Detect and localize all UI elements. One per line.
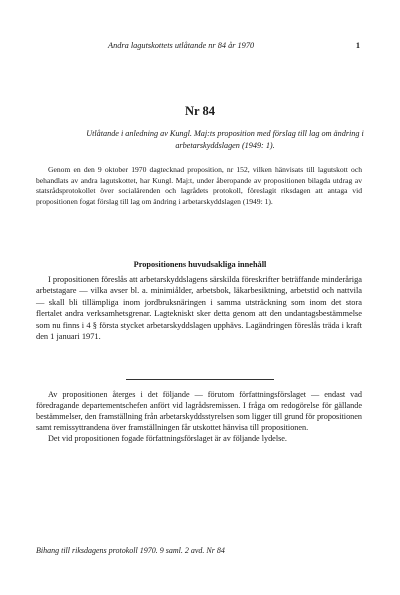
- page-footer: Bihang till riksdagens protokoll 1970. 9 saml. 2 avd. Nr 84: [36, 546, 225, 555]
- section-heading: Propositionens huvudsakliga innehåll: [133, 260, 267, 269]
- intro-paragraph: Genom en den 9 oktober 1970 dagtecknad proposition, nr 152, vilken hänvisats till lagutskott och behandlats av andra lagutskottet, har Kungl. Maj:t, under åberopande av propositionen bilagda utdrag av statsrådsprotokollet över socialärenden och lagrådets protokoll, föreslagit riksdagen att antaga vid propositionen fogat förslag till lag om ändring i arbetarskyddslagen (1949: 1).: [36, 165, 362, 206]
- document-subtitle: Utlåtande i anledning av Kungl. Maj:ts proposition med förslag till lag om ändring i arbetarskyddslagen (1949: 1).: [86, 129, 364, 150]
- document-number: Nr 84: [185, 104, 215, 118]
- section-divider: [126, 379, 274, 380]
- header-title: Andra lagutskottets utlåtande nr 84 år 1970: [108, 41, 255, 50]
- summary-paragraph: I propositionen föreslås att arbetarskyddslagens särskilda föreskrifter beträffande minderåriga arbetstagare — vilka avser bl. a. minimiålder, arbetsbok, läkarbesiktning, arbetstid och nattvila — skall bli tillämpliga inom jordbruksnäringen i samma utsträckning som inom det stora flertalet andra verksamhetsgrenar. Lagtekniskt sker detta genom att den undantagsbestämmelse som nu finns i 4 § första stycket arbetarskyddslagen upphävs. Lagändringen föreslås träda i kraft den 1 januari 1971.: [36, 275, 362, 342]
- lower-text-block: [36, 389, 362, 444]
- running-header: [66, 41, 360, 53]
- page-number: 1: [355, 41, 360, 50]
- lower-paragraph-1: Av propositionen återges i det följande — förutom författningsförslaget — endast vad föredragande departementschefen anfört vid lagrådsremissen. I fråga om redogörelse för gällande bestämmelser, den framställning från arbetarskyddsstyrelsen som ligger till grund för propositionen samt remissyttrandena över framställningen får utskottet hänvisa till propositionen.: [36, 390, 362, 433]
- lower-paragraph-2: Det vid propositionen fogade författningsförslaget är av följande lydelse.: [48, 434, 287, 444]
